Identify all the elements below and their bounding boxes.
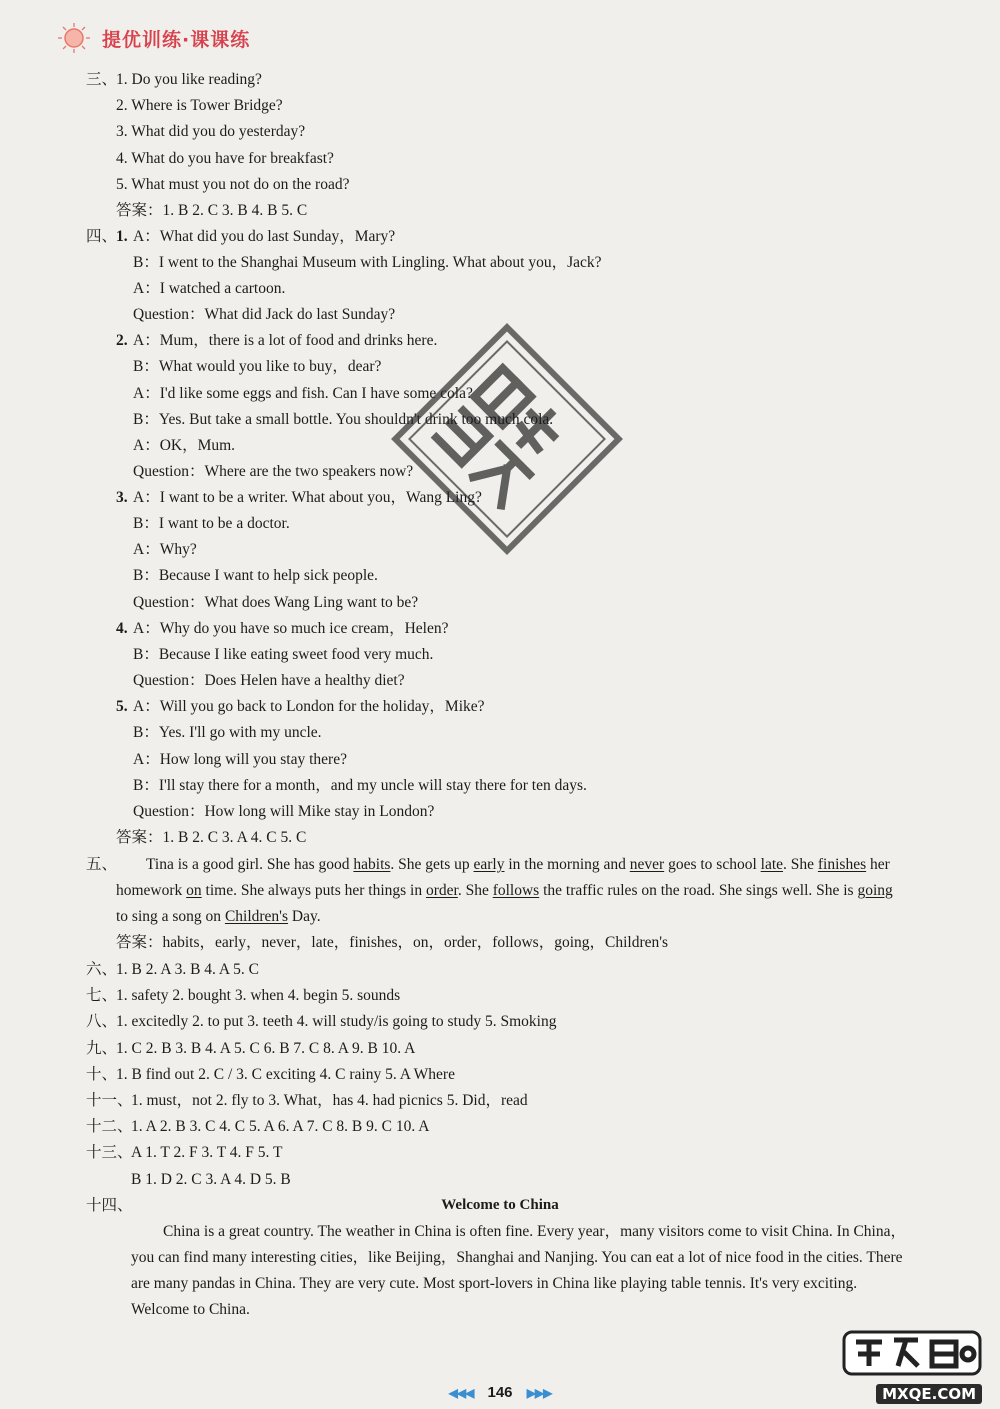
cloze-answer: order: [425, 882, 458, 899]
dialog-line: A：Why do you have so much ice cream，Helen?: [133, 620, 449, 637]
dialog-line: A：What did you do last Sunday，Mary?: [133, 228, 396, 245]
dialog-line: Question：Where are the two speakers now?: [133, 463, 414, 480]
dialog-line: B：I want to be a doctor.: [133, 515, 290, 532]
answer-line: 答案：1. B 2. C 3. A 4. C 5. C: [116, 829, 307, 846]
question-line: 1. Do you like reading?: [116, 71, 262, 88]
dialog-line: B：I'll stay there for a month，and my uncle will stay there for ten days.: [133, 777, 587, 794]
dialog-line: A：I'd like some eggs and fish. Can I have some cola?: [133, 385, 473, 402]
cloze-answer: follows: [492, 882, 540, 899]
dialog-line: A：Why?: [133, 541, 197, 558]
answer-line: 答案：1. B 2. C 3. B 4. B 5. C: [116, 202, 308, 219]
cloze-answer: habits: [353, 856, 391, 873]
left-arrows-icon: ◀◀◀: [448, 1386, 474, 1400]
sun-logo-icon: [52, 22, 96, 54]
cloze-answer: finishes: [817, 856, 867, 873]
essay-line: China is a great country. The weather in China is often fine. Every year，many visitors come to visit China. In China，: [163, 1223, 906, 1240]
dialog-line: A：OK，Mum.: [133, 437, 236, 454]
dialog-line: A：How long will you stay there?: [133, 751, 347, 768]
section-marker: 五、: [86, 856, 118, 873]
dialog-line: A：I want to be a writer. What about you，Wang Ling?: [133, 489, 482, 506]
cloze-answer: early: [473, 856, 505, 873]
section-marker: 八、: [86, 1013, 118, 1030]
answer-row: 1. B find out 2. C / 3. C exciting 4. C rainy 5. A Where: [116, 1066, 455, 1083]
dialog-line: Question：Does Helen have a healthy diet?: [133, 672, 405, 689]
book-title: 提优训练·课课练: [102, 28, 251, 51]
essay-line: Welcome to China.: [131, 1301, 250, 1318]
section-marker: 三、: [86, 71, 118, 88]
cloze-answer: late: [760, 856, 784, 873]
section-marker: 十一、: [86, 1092, 133, 1109]
cloze-line: Tina is a good girl. She has good habits. She gets up early in the morning and never goes to school late. She finishes her: [146, 856, 890, 873]
cloze-line: homework on time. She always puts her things in order. She follows the traffic rules on the road. She sings well. She is going: [116, 882, 893, 899]
answer-row: 1. must，not 2. fly to 3. What，has 4. had picnics 5. Did，read: [131, 1092, 528, 1109]
cloze-line: to sing a song on Children's Day.: [116, 908, 321, 925]
answer-row: B 1. D 2. C 3. A 4. D 5. B: [131, 1171, 291, 1188]
answer-line: 答案：habits，early，never，late，finishes，on，order，follows，going，Children's: [116, 934, 669, 951]
section-marker: 七、: [86, 987, 118, 1004]
answer-row: 1. B 2. A 3. B 4. A 5. C: [116, 961, 259, 978]
question-line: 3. What did you do yesterday?: [116, 123, 306, 140]
question-line: 2. Where is Tower Bridge?: [116, 97, 283, 114]
question-line: 5. What must you not do on the road?: [116, 176, 350, 193]
dialog-line: Question：How long will Mike stay in London?: [133, 803, 435, 820]
section-marker: 九、: [86, 1040, 118, 1057]
section-marker: 十、: [86, 1066, 118, 1083]
cloze-answer: Children's: [224, 908, 289, 925]
answer-row: A 1. T 2. F 3. T 4. F 5. T: [131, 1144, 283, 1161]
dialog-line: Question：What did Jack do last Sunday?: [133, 306, 396, 323]
answer-row: 1. C 2. B 3. B 4. A 5. C 6. B 7. C 8. A 9. B 10. A: [116, 1040, 416, 1057]
watermark-text: MXQE.COM: [876, 1384, 982, 1404]
essay-title: Welcome to China: [441, 1197, 559, 1213]
dialog-line: B：I went to the Shanghai Museum with Lingling. What about you，Jack?: [133, 254, 602, 271]
dialog-line: B：Because I like eating sweet food very much.: [133, 646, 434, 663]
dialog-number: 2.: [116, 332, 128, 349]
page-header: [52, 22, 250, 54]
right-arrows-icon: ▶▶▶: [526, 1386, 552, 1400]
answer-row: 1. excitedly 2. to put 3. teeth 4. will study/is going to study 5. Smoking: [116, 1013, 557, 1030]
dialog-number: 4.: [116, 620, 128, 637]
seal-stamp-icon: [388, 320, 626, 558]
dialog-line: A：Will you go back to London for the holiday，Mike?: [133, 698, 485, 715]
watermark-logo-icon: [842, 1328, 982, 1378]
cloze-answer: going: [857, 882, 893, 899]
page-number: 146: [487, 1384, 513, 1401]
dialog-number: 3.: [116, 489, 128, 506]
cloze-answer: never: [629, 856, 665, 873]
dialog-line: B：Yes. I'll go with my uncle.: [133, 724, 322, 741]
section-marker: 十三、: [86, 1144, 133, 1161]
answer-row: 1. safety 2. bought 3. when 4. begin 5. sounds: [116, 987, 401, 1004]
essay-line: are many pandas in China. They are very cute. Most sport-lovers in China like playing table tennis. It's very exciting.: [131, 1275, 858, 1292]
dialog-number: 1.: [116, 228, 128, 245]
dialog-line: A：Mum，there is a lot of food and drinks here.: [133, 332, 438, 349]
essay-line: you can find many interesting cities，like Beijing，Shanghai and Nanjing. You can eat a lot of nice food in the cities. There: [131, 1249, 903, 1266]
dialog-line: B：Yes. But take a small bottle. You shouldn't drink too much cola.: [133, 411, 554, 428]
section-marker: 四、: [86, 228, 118, 245]
question-line: 4. What do you have for breakfast?: [116, 150, 334, 167]
dialog-line: Question：What does Wang Ling want to be?: [133, 594, 419, 611]
dialog-line: B：What would you like to buy，dear?: [133, 358, 382, 375]
answer-row: 1. A 2. B 3. C 4. C 5. A 6. A 7. C 8. B 9. C 10. A: [131, 1118, 430, 1135]
dialog-line: A：I watched a cartoon.: [133, 280, 286, 297]
site-watermark: [842, 1328, 982, 1404]
dialog-line: B：Because I want to help sick people.: [133, 567, 378, 584]
section-marker: 六、: [86, 961, 118, 978]
section-marker: 十四、: [86, 1197, 133, 1214]
section-marker: 十二、: [86, 1118, 133, 1135]
dialog-number: 5.: [116, 698, 128, 715]
cloze-answer: on: [186, 882, 202, 899]
